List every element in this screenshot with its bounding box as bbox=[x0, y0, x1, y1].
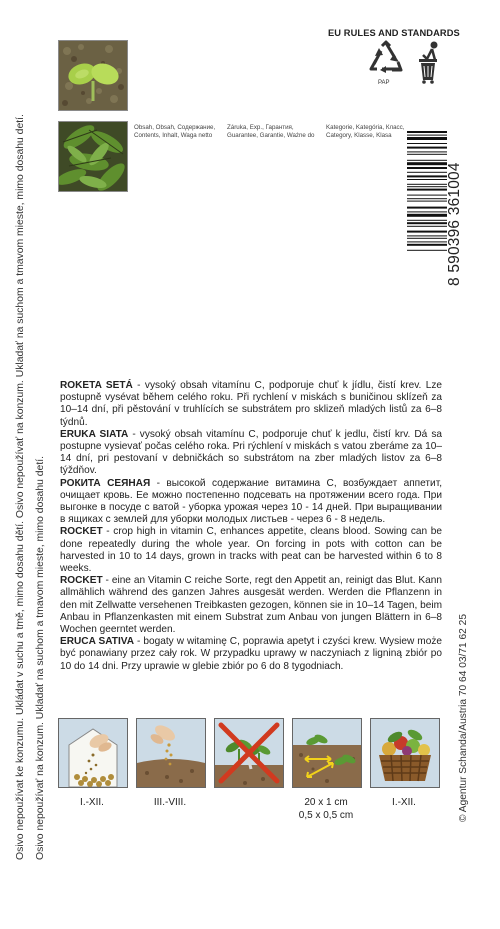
desc-pl: ERUCA SATIVA - bogaty w witaminę C, poprawia apetyt i czyści krew. Wysiew może być ponawiany przez cały rok. W przypadku uprawy w naczyniach z ligniną zbiór po 10 do 14 dni. Przy uprawie w glebie zbiór po 6 do 8 tygodniach. bbox=[60, 636, 442, 672]
barcode-bar bbox=[407, 211, 447, 212]
barcode-bar bbox=[407, 151, 447, 152]
pap-label: PAP bbox=[378, 80, 390, 86]
barcode-bar bbox=[407, 201, 447, 202]
barcode-bar bbox=[407, 241, 447, 242]
spacing-icon bbox=[292, 718, 362, 788]
legend-contents: Obsah, Obsah, Содержание, Contents, Inhalt, Waga netto bbox=[134, 124, 216, 139]
barcode-bar bbox=[407, 189, 447, 191]
barcode-bar bbox=[407, 222, 447, 224]
barcode-bar bbox=[407, 154, 447, 155]
barcode-bar bbox=[407, 160, 447, 161]
outdoor-sowing-icon bbox=[136, 718, 206, 788]
desc-de: ROCKET - eine an Vitamin C reiche Sorte, regt den Appetit an, reinigt das Blut. Kann allmählich während des ganzen Jahres ausgesät werden. Werden die Pflanzenn in den mit Zellwatte versehenen Treibkasten gezogen, können sie in 10–14 Tagen, beim Anbau in Pflanzenkasten mit einem Substrat zum Anbau von jungen Blättern in 6–8 Wochen geerntet werden. bbox=[60, 575, 442, 636]
eu-rules-title: EU RULES AND STANDARDS bbox=[328, 28, 460, 38]
spacing-label: 20 x 1 cm bbox=[304, 797, 348, 808]
barcode-bar bbox=[407, 235, 447, 236]
indoor-sowing-label: I.-XII. bbox=[80, 797, 104, 808]
barcode-bar bbox=[407, 226, 447, 227]
barcode-bar bbox=[407, 244, 447, 246]
product-description bbox=[60, 380, 442, 673]
agency-address: © Agentur Schanda/Austria 70 64 03/71 62 25 bbox=[458, 613, 469, 822]
barcode-bar bbox=[407, 162, 447, 165]
barcode-bar bbox=[407, 231, 447, 233]
barcode-bar bbox=[407, 198, 447, 199]
barcode-bar bbox=[407, 207, 447, 209]
outdoor-sowing-label: III.-VIII. bbox=[153, 797, 187, 808]
barcode-bar bbox=[407, 214, 447, 217]
desc-cz: ROKETA SETÁ - vysoký obsah vitamínu C, podporuje chuť k jídlu, čistí krev. Lze postupně vysévat během celého roku. Při rychlení v miskách s buničinou sklízeň za 10–14 dní, při pěstování v truhlících se substrátem pro sklizeň mladých listů za 6–8 týdnů. bbox=[60, 380, 442, 428]
barcode-bar bbox=[407, 135, 447, 136]
barcode-digits: 8 590396 361004 bbox=[446, 162, 463, 286]
recycle-icon bbox=[368, 40, 404, 78]
barcode-bar bbox=[407, 195, 447, 196]
barcode-bar bbox=[407, 238, 447, 239]
barcode-bar bbox=[407, 184, 447, 185]
legend-guarantee: Záruka, Exp., Гарантия, Guarantee, Garantie, Ważne do bbox=[227, 124, 315, 139]
desc-en: ROCKET - crop high in vitamin C, enhances appetite, cleans blood. Sowing can be done repeatedly during the whole year. On forcing in pots with cotton can be harvested in 10 to 14 days, grown in tracks with peat can be harvested within 6 to 8 weeks. bbox=[60, 526, 442, 575]
barcode-bar bbox=[407, 186, 447, 187]
barcode-bar bbox=[407, 175, 447, 177]
rocket-leaves-photo bbox=[58, 121, 128, 192]
barcode-bar bbox=[407, 137, 447, 140]
storage-note: Osivo nepoužívat ke konzumu. Ukládat v suchu a tmě, mimo dosahu dětí. Osivo nepoužívať na konzum. Ukladať na suchom a tmavom mieste, mimo dosahu detí. bbox=[15, 114, 26, 860]
barcode-bar bbox=[407, 167, 447, 169]
barcode-bar bbox=[407, 147, 447, 149]
harvest-basket-icon bbox=[370, 718, 440, 788]
legend-category: Kategorie, Kategória, Класс, Category, Klasse, Klasa bbox=[326, 124, 405, 139]
no-transplant-icon bbox=[214, 718, 284, 788]
harvest-label: I.-XII. bbox=[392, 797, 416, 808]
indoor-sowing-icon bbox=[58, 718, 128, 788]
trash-bin-icon bbox=[413, 40, 443, 84]
barcode-bar bbox=[407, 220, 447, 221]
barcode-bar bbox=[407, 172, 447, 173]
barcode-bar bbox=[407, 131, 447, 133]
barcode-bar bbox=[407, 143, 447, 144]
spacing-label-small: 0,5 x 0,5 cm bbox=[298, 810, 354, 821]
desc-sk: ERUKA SIATA - vysoký obsah vitamínu C, podporuje chuť k jedlu, čistí krv. Dá sa postupne vysievať počas celého roka. Pri rýchlení v miskách s vatou zberáme za 10–14 dní, pri pestovaní v debničkách so substrátom na zber mladých listov za 6–8 týždňov. bbox=[60, 428, 442, 477]
storage-note-sk: Osivo nepoužívať na konzum. Ukladať na suchom a tmavom mieste, mimo dosahu detí. bbox=[35, 456, 46, 860]
barcode-bar bbox=[407, 179, 447, 180]
barcode-bar bbox=[407, 250, 447, 251]
seedling-photo bbox=[58, 40, 128, 111]
desc-ru: РОКИТА СЕЯНАЯ - высокой содержание витамина С, возбуждает аппетит, очищает кровь. Ее можно постепенно подсевать на протяжении всего года. При выгонке в посуде с ватой - уборка урожая через 10 - 14 дней. При выращивании в ящиках с землей для уборки молодых листьев - через 6 - 8 недель. bbox=[60, 477, 442, 526]
